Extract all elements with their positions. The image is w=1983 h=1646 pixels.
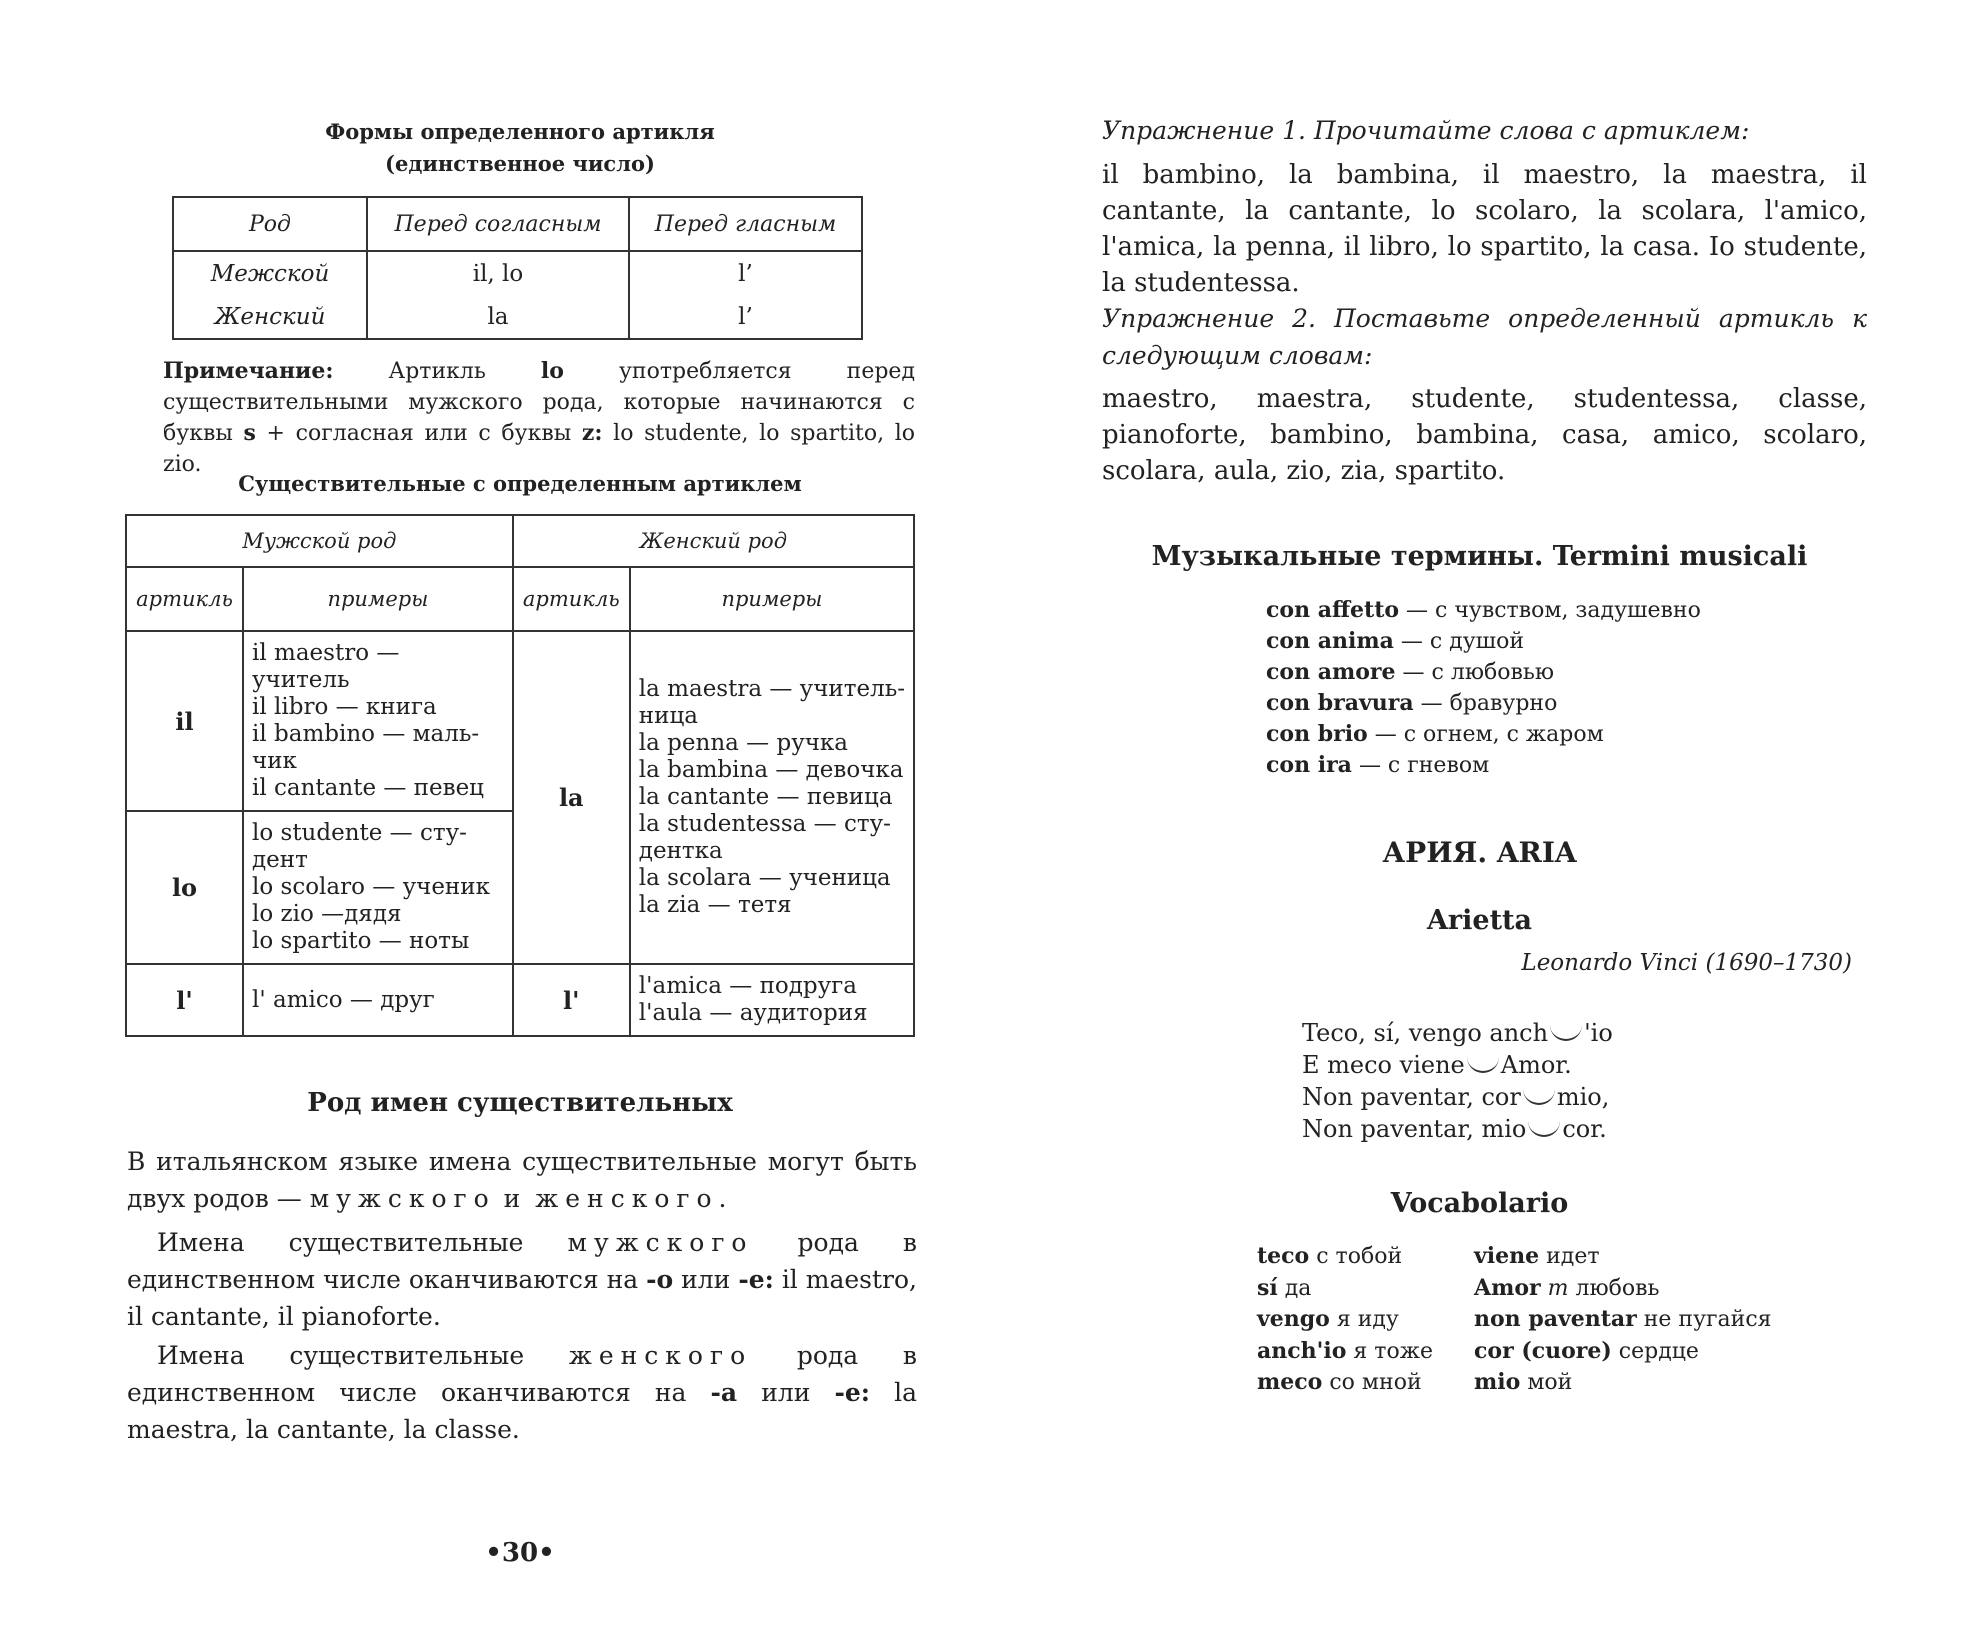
vocab-word: mio bbox=[1474, 1369, 1521, 1395]
vocab-item bbox=[1257, 1241, 1433, 1273]
ending: -a bbox=[710, 1378, 738, 1407]
example-line: il bambino — маль- bbox=[252, 721, 480, 747]
aria-heading: АРИЯ. ARIA bbox=[1382, 836, 1577, 869]
music-term-item bbox=[1266, 719, 1701, 750]
paragraph-text: Имена существительные bbox=[157, 1228, 524, 1257]
table2-title: Существительные с определенным артиклем bbox=[238, 471, 802, 496]
vocab-item bbox=[1257, 1336, 1433, 1368]
ligature-mark bbox=[1467, 1057, 1499, 1073]
vocab-translation: любовь bbox=[1575, 1275, 1660, 1301]
lyric-line bbox=[1302, 1113, 1613, 1145]
example-line: lo spartito — ноты bbox=[252, 928, 470, 954]
vocab-word: vengo bbox=[1257, 1306, 1330, 1332]
ending: -e: bbox=[834, 1378, 871, 1407]
paragraph-text: Имена существительные bbox=[157, 1341, 525, 1370]
term-meaning: — с огнем, с жаром bbox=[1374, 722, 1604, 747]
note-letter: s bbox=[243, 420, 256, 446]
ligature-mark bbox=[1550, 1025, 1582, 1041]
paragraph-text: или bbox=[761, 1378, 811, 1407]
example-line: la cantante — певица bbox=[638, 784, 893, 810]
example-line: la studentessa — сту- bbox=[638, 811, 891, 837]
example-line: il cantante — певец bbox=[252, 775, 484, 801]
vocab-item bbox=[1474, 1367, 1772, 1399]
lyric-part: cor. bbox=[1562, 1115, 1607, 1143]
music-term-item bbox=[1266, 657, 1701, 688]
example-line: lo zio —дядя bbox=[252, 901, 402, 927]
vocab-translation: с тобой bbox=[1316, 1244, 1403, 1269]
example-line: дентка bbox=[638, 838, 723, 864]
vocab-word: anch'io bbox=[1257, 1337, 1347, 1364]
paragraph-3 bbox=[127, 1337, 917, 1448]
paragraph-text: В итальянском языке имена существительные могут быть двух родов — bbox=[127, 1147, 917, 1213]
table2-article-cell: il bbox=[126, 631, 243, 811]
aria-lyrics bbox=[1302, 1017, 1613, 1145]
paragraph-text: или bbox=[681, 1265, 731, 1294]
vocab-item bbox=[1474, 1273, 1772, 1305]
example-line: il libro — книга bbox=[252, 694, 437, 720]
table1-cell-vowel: l’ bbox=[629, 295, 862, 339]
exercise1-title: Упражнение 1. Прочитайте слова с артиклем: bbox=[1102, 116, 1750, 145]
vocab-item bbox=[1474, 1304, 1772, 1336]
lyric-part: mio, bbox=[1556, 1083, 1610, 1111]
example-line: il maestro — bbox=[252, 640, 400, 666]
table2-examples-header: примеры bbox=[243, 567, 513, 631]
example-line: ница bbox=[638, 703, 698, 729]
vocabulary-right-column bbox=[1474, 1241, 1772, 1399]
music-term-item bbox=[1266, 750, 1701, 781]
table2-article-header: артикль bbox=[513, 567, 630, 631]
example-line: lo scolaro — ученик bbox=[252, 874, 490, 900]
lyric-part: 'io bbox=[1584, 1019, 1613, 1047]
table2-column-header-row bbox=[126, 567, 914, 631]
exercise2-title: Упражнение 2. Поставьте определенный артикль к следующим словам: bbox=[1102, 304, 1867, 370]
composer: Leonardo Vinci (1690–1730) bbox=[1521, 950, 1852, 976]
table1-cell-gender: Межской bbox=[173, 251, 367, 295]
vocab-translation: я иду bbox=[1336, 1307, 1399, 1332]
ending: -o bbox=[646, 1265, 674, 1294]
note-text: употребляется перед существительными мужского рода, которые начинаются с буквы bbox=[163, 359, 915, 446]
vocabulary-left-column bbox=[1257, 1241, 1433, 1399]
table2-masc-header: Мужской род bbox=[126, 515, 513, 567]
table2-article-cell: l' bbox=[513, 964, 630, 1036]
music-term-item bbox=[1266, 595, 1701, 626]
spaced-word: женского. bbox=[535, 1184, 734, 1213]
vocab-item bbox=[1257, 1304, 1433, 1336]
example-line: l'aula — аудитория bbox=[638, 1000, 868, 1026]
vocab-translation: со мной bbox=[1329, 1370, 1422, 1395]
paragraph-text: рода в единственном числе оканчиваются на bbox=[127, 1341, 917, 1407]
term-meaning: — с гневом bbox=[1358, 753, 1490, 778]
example-line: чик bbox=[252, 748, 297, 774]
example-line: l'amica — подруга bbox=[638, 973, 857, 999]
table2-examples-cell bbox=[630, 631, 914, 964]
paragraph-2 bbox=[127, 1224, 917, 1335]
example-line: la maestra — учитель- bbox=[638, 676, 905, 702]
term-meaning: — с чувством, задушевно bbox=[1406, 598, 1701, 623]
vocab-word: non paventar bbox=[1474, 1306, 1637, 1332]
term: con amore bbox=[1266, 659, 1396, 685]
table1-header-gender: Род bbox=[173, 197, 367, 251]
spaced-word: и bbox=[503, 1184, 528, 1213]
vocab-translation: сердце bbox=[1618, 1338, 1699, 1364]
term: con brio bbox=[1266, 721, 1368, 747]
table2-group-header-row bbox=[126, 515, 914, 567]
table2-article-cell: la bbox=[513, 631, 630, 964]
example-line: учитель bbox=[252, 667, 350, 693]
note-letter: z: bbox=[581, 420, 603, 446]
ligature-mark bbox=[1523, 1089, 1555, 1105]
lyric-line bbox=[1302, 1017, 1613, 1049]
vocab-word: Amor bbox=[1474, 1274, 1541, 1301]
example-line: lo studente — сту- bbox=[252, 820, 467, 846]
table1-header-consonant: Перед согласным bbox=[367, 197, 629, 251]
vocab-translation: я тоже bbox=[1353, 1338, 1433, 1364]
term-meaning: — бравурно bbox=[1420, 691, 1558, 716]
paragraph-examples: il maestro, il cantante, il pianoforte. bbox=[127, 1265, 917, 1331]
vocab-word: meco bbox=[1257, 1369, 1323, 1395]
ending: -e: bbox=[738, 1265, 774, 1294]
note-label: Примечание: bbox=[163, 358, 334, 384]
section-heading: Род имен существительных bbox=[307, 1088, 733, 1118]
table1-cell-consonant: il, lo bbox=[367, 251, 629, 295]
term-meaning: — с любовью bbox=[1402, 660, 1554, 685]
table2-article-header: артикль bbox=[126, 567, 243, 631]
lyric-line bbox=[1302, 1049, 1613, 1081]
table1-row-masc bbox=[173, 251, 862, 295]
table2-examples-header: примеры bbox=[630, 567, 914, 631]
music-terms-list bbox=[1266, 595, 1701, 781]
table1-cell-consonant: la bbox=[367, 295, 629, 339]
term-meaning: — с душой bbox=[1400, 629, 1525, 654]
paragraph-1 bbox=[127, 1143, 917, 1217]
music-terms-heading: Музыкальные термины. Termini musicali bbox=[1151, 541, 1808, 572]
table1-subtitle: (единственное число) bbox=[385, 151, 655, 176]
vocab-item bbox=[1474, 1336, 1772, 1368]
table1-title-block bbox=[170, 116, 870, 180]
table1-row-fem bbox=[173, 295, 862, 339]
lyric-part: E meco viene bbox=[1302, 1051, 1465, 1079]
example-line: la zia — тетя bbox=[638, 892, 792, 918]
paragraph-text: рода в единственном числе оканчиваются на bbox=[127, 1228, 917, 1294]
article-forms-table bbox=[172, 196, 863, 340]
vocab-translation: не пугайся bbox=[1643, 1307, 1772, 1332]
example-line: la scolara — ученица bbox=[638, 865, 891, 891]
table2-examples-cell bbox=[243, 964, 513, 1036]
term: con anima bbox=[1266, 628, 1394, 654]
vocab-word: teco bbox=[1257, 1243, 1310, 1269]
table2-fem-header: Женский род bbox=[513, 515, 914, 567]
table2-row bbox=[126, 964, 914, 1036]
ligature-mark bbox=[1528, 1121, 1560, 1137]
vocab-translation: да bbox=[1284, 1275, 1312, 1301]
spaced-word: мужского bbox=[567, 1228, 754, 1257]
table2-row bbox=[126, 631, 914, 811]
page-number: •30• bbox=[485, 1538, 555, 1568]
lyric-part: Amor. bbox=[1500, 1051, 1572, 1079]
exercise2-text: maestro, maestra, studente, studentessa, classe, pianoforte, bambino, bambina, casa, amico, scolaro, scolara, aula, zio, zia, spartito. bbox=[1102, 384, 1867, 486]
vocab-translation: идет bbox=[1546, 1244, 1600, 1269]
term: con bravura bbox=[1266, 690, 1414, 716]
table1-header-vowel: Перед гласным bbox=[629, 197, 862, 251]
vocab-word: cor (cuore) bbox=[1474, 1337, 1612, 1364]
note-examples: lo studente, lo spartito, lo zio. bbox=[163, 421, 915, 477]
music-term-item bbox=[1266, 688, 1701, 719]
spaced-word: мужского bbox=[309, 1184, 496, 1213]
table2-examples-cell bbox=[243, 631, 513, 811]
term: con affetto bbox=[1266, 597, 1400, 623]
term: con ira bbox=[1266, 752, 1352, 778]
lyric-line bbox=[1302, 1081, 1613, 1113]
table1-title: Формы определенного артикля bbox=[325, 119, 715, 144]
vocab-item bbox=[1474, 1241, 1772, 1273]
table1-header-row bbox=[173, 197, 862, 251]
table2-examples-cell bbox=[243, 811, 513, 964]
lyric-part: Teco, sí, vengo anch bbox=[1302, 1019, 1549, 1047]
spaced-word: женского bbox=[568, 1341, 753, 1370]
right-page bbox=[992, 0, 1983, 1646]
vocab-item bbox=[1257, 1367, 1433, 1399]
table2-article-cell: l' bbox=[126, 964, 243, 1036]
example-line: la bambina — девочка bbox=[638, 757, 904, 783]
nouns-with-article-table bbox=[125, 514, 915, 1037]
vocab-item bbox=[1257, 1273, 1433, 1305]
lyric-part: Non paventar, mio bbox=[1302, 1115, 1527, 1143]
lyric-part: Non paventar, cor bbox=[1302, 1083, 1521, 1111]
paragraph-examples: la maestra, la cantante, la classe. bbox=[127, 1378, 917, 1444]
music-term-item bbox=[1266, 626, 1701, 657]
example-line: дент bbox=[252, 847, 308, 873]
example-line: l' amico — друг bbox=[252, 986, 435, 1013]
vocab-word: sí bbox=[1257, 1274, 1278, 1301]
exercise1-text: il bambino, la bambina, il maestro, la maestra, il cantante, la cantante, lo scolaro, la scolara, l'amico, l'amica, la penna, il libro, lo spartito, la casa. Io studente, la studentessa. bbox=[1102, 160, 1867, 298]
example-line: la penna — ручка bbox=[638, 730, 849, 756]
note-text: + согласная или с буквы bbox=[266, 421, 572, 446]
table1-cell-gender: Женский bbox=[173, 295, 367, 339]
table2-examples-cell bbox=[630, 964, 914, 1036]
vocab-word: viene bbox=[1474, 1243, 1540, 1269]
aria-title: Arietta bbox=[1426, 905, 1533, 936]
note-article: lo bbox=[540, 358, 564, 384]
table1-cell-vowel: l’ bbox=[629, 251, 862, 295]
note-text: Артикль bbox=[388, 359, 486, 384]
vocabulary-heading: Vocabolario bbox=[1390, 1188, 1569, 1219]
vocab-translation: мой bbox=[1527, 1370, 1573, 1395]
vocab-gender: m bbox=[1547, 1275, 1569, 1301]
table2-article-cell: lo bbox=[126, 811, 243, 964]
note-paragraph bbox=[163, 356, 915, 480]
